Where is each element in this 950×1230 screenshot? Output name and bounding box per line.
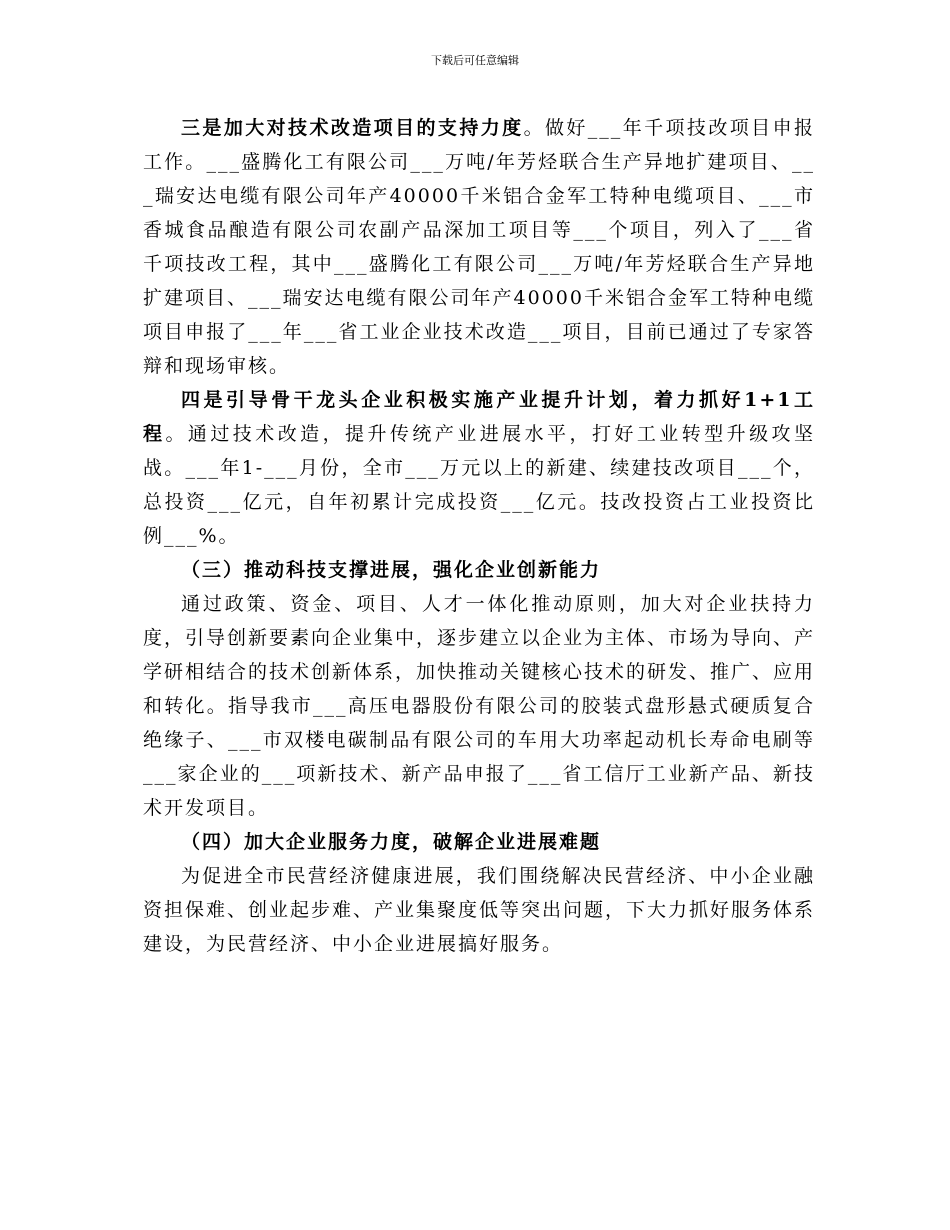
document-body: [143, 111, 815, 961]
paragraph-heading: 四是引导骨干龙头企业积极实施产业提升计划，着力抓好1+1工程: [143, 389, 815, 445]
section-heading: （三）推动科技支撑进展，强化企业创新能力: [181, 559, 602, 581]
paragraph-heading: 三是加大对技术改造项目的支持力度: [181, 117, 524, 139]
page-header: 下载后可任意编辑: [431, 54, 519, 67]
paragraph-text: 。通过技术改造，提升传统产业进展水平，打好工业转型升级攻坚战。___年1-___月份，全市___万元以上的新建、续建技改项目___个，总投资___亿元，自年初累计完成投资___亿元。技改投资占工业投资比例___%。: [143, 423, 815, 547]
paragraph-tech-upgrade-support: [143, 111, 815, 383]
paragraph-innovation: [143, 587, 815, 825]
paragraph-text: 为促进全市民营经济健康进展，我们围绕解决民营经济、中小企业融资担保难、创业起步难、产业集聚度低等突出问题，下大力抓好服务体系建设，为民营经济、中小企业进展搞好服务。: [143, 865, 816, 955]
paragraph-text: 通过政策、资金、项目、人才一体化推动原则，加大对企业扶持力度，引导创新要素向企业集中，逐步建立以企业为主体、市场为导向、产学研相结合的技术创新体系，加快推动关键核心技术的研发、推广、应用和转化。指导我市___高压电器股份有限公司的胶装式盘形悬式硬质复合绝缘子、___市双楼电碳制品有限公司的车用大功率起动机长寿命电刷等___家企业的___项新技术、新产品申报了___省工信厅工业新产品、新技术开发项目。: [143, 593, 816, 819]
section-heading-innovation: [143, 553, 815, 587]
paragraph-services: [143, 859, 815, 961]
section-heading-services: [143, 825, 815, 859]
paragraph-leading-enterprises: [143, 383, 815, 553]
section-heading: （四）加大企业服务力度，破解企业进展难题: [181, 831, 602, 853]
paragraph-text: 。做好___年千项技改项目申报工作。___盛腾化工有限公司___万吨/年芳烃联合生产异地扩建项目、___瑞安达电缆有限公司年产40000千米铝合金军工特种电缆项目、___市香城食品酿造有限公司农副产品深加工项目等___个项目，列入了___省千项技改工程，其中___盛腾化工有限公司___万吨/年芳烃联合生产异地扩建项目、___瑞安达电缆有限公司年产40000千米铝合金军工特种电缆项目申报了___年___省工业企业技术改造___项目，目前已通过了专家答辩和现场审核。: [143, 117, 815, 377]
